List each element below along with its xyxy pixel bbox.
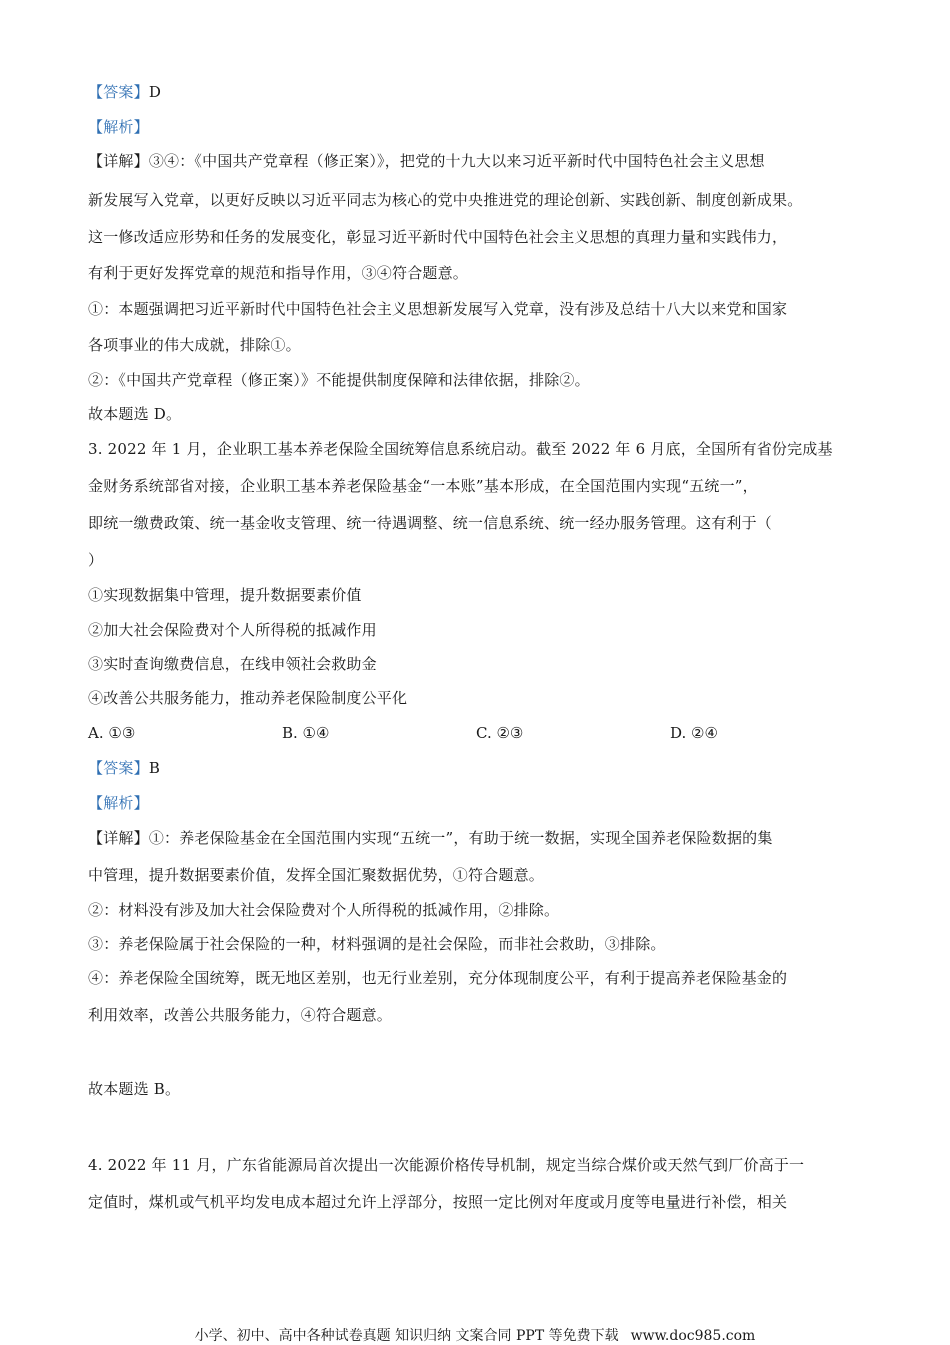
detail-text: ③④：《中国共产党章程（修正案）》，把党的十九大以来习近平新时代中国特色社会主义思想 [148,152,765,170]
option-a: A. ①③ [88,724,136,742]
detail-text: ②：材料没有涉及加大社会保险费对个人所得税的抵减作用，②排除。 [88,901,560,919]
q2-detail-line [88,151,765,171]
analysis-tag: 【解析】 [88,794,149,812]
detail-text: ①：本题强调把习近平新时代中国特色社会主义思想新发展写入党章，没有涉及总结十八大以来党和国家 [88,300,788,318]
detail-text: ①：养老保险基金在全国范围内实现“五统一”，有助于统一数据，实现全国养老保险数据的集 [148,829,773,847]
conclusion-text: 故本题选 B。 [88,1080,181,1098]
option-b: B. ①④ [282,724,330,742]
detail-text: 利用效率，改善公共服务能力，④符合题意。 [88,1006,393,1024]
analysis-tag: 【解析】 [88,118,149,136]
answer-tag: 【答案】 [88,759,149,777]
footer-text: 小学、初中、高中各种试卷真题 知识归纳 文案合同 PPT 等免费下载 [194,1328,619,1344]
detail-text: ②：《中国共产党章程（修正案）》不能提供制度保障和法律依据，排除②。 [88,371,590,389]
footer-link[interactable]: www.doc985.com [630,1328,756,1344]
option-c: C. ②③ [476,724,524,742]
page-footer [0,1325,950,1345]
detail-text: 有利于更好发挥党章的规范和指导作用，③④符合题意。 [88,264,469,282]
detail-text: 新发展写入党章，以更好反映以习近平同志为核心的党中央推进党的理论创新、实践创新、制度创新成果。 [88,191,803,209]
question-item: ③实时查询缴费信息，在线申领社会救助金 [88,655,377,673]
q2-analysis-line [88,117,149,137]
q2-answer-line [88,82,161,102]
answer-value: B [148,759,161,777]
question-stem: 3. 2022 年 1 月，企业职工基本养老保险全国统筹信息系统启动。截至 2022 年 6 月底，全国所有省份完成基 [88,440,833,458]
question-stem: 定值时，煤机或气机平均发电成本超过允许上浮部分，按照一定比例对年度或月度等电量进行补偿，相关 [88,1193,788,1211]
q3-analysis-line [88,793,149,813]
question-item: ①实现数据集中管理，提升数据要素价值 [88,586,362,604]
q3-answer-line [88,758,160,778]
answer-tag: 【答案】 [88,83,149,101]
detail-text: ④：养老保险全国统筹，既无地区差别，也无行业差别，充分体现制度公平，有利于提高养老保险基金的 [88,969,788,987]
detail-text: 中管理，提升数据要素价值，发挥全国汇聚数据优势，①符合题意。 [88,866,545,884]
question-stem: 即统一缴费政策、统一基金收支管理、统一待遇调整、统一信息系统、统一经办服务管理。这有利于（ [88,514,773,532]
detail-tag: 【详解】 [88,829,149,847]
option-d: D. ②④ [670,724,718,742]
detail-tag: 【详解】 [88,152,149,170]
conclusion-text: 故本题选 D。 [88,405,182,423]
detail-text: 这一修改适应形势和任务的发展变化，彰显习近平新时代中国特色社会主义思想的真理力量和实践伟力， [88,228,788,246]
question-stem: 4. 2022 年 11 月，广东省能源局首次提出一次能源价格传导机制，规定当综合煤价或天然气到厂价高于一 [88,1156,805,1174]
question-stem: 金财务系统部省对接，企业职工基本养老保险基金“一本账”基本形成，在全国范围内实现“五统一”， [88,477,758,495]
q3-detail-line [88,828,773,848]
question-item: ②加大社会保险费对个人所得税的抵减作用 [88,621,377,639]
detail-text: 各项事业的伟大成就，排除①。 [88,336,301,354]
answer-value: D [148,83,162,101]
detail-text: ③：养老保险属于社会保险的一种，材料强调的是社会保险，而非社会救助，③排除。 [88,935,666,953]
question-item: ④改善公共服务能力，推动养老保险制度公平化 [88,689,408,707]
question-stem: ） [88,551,104,569]
